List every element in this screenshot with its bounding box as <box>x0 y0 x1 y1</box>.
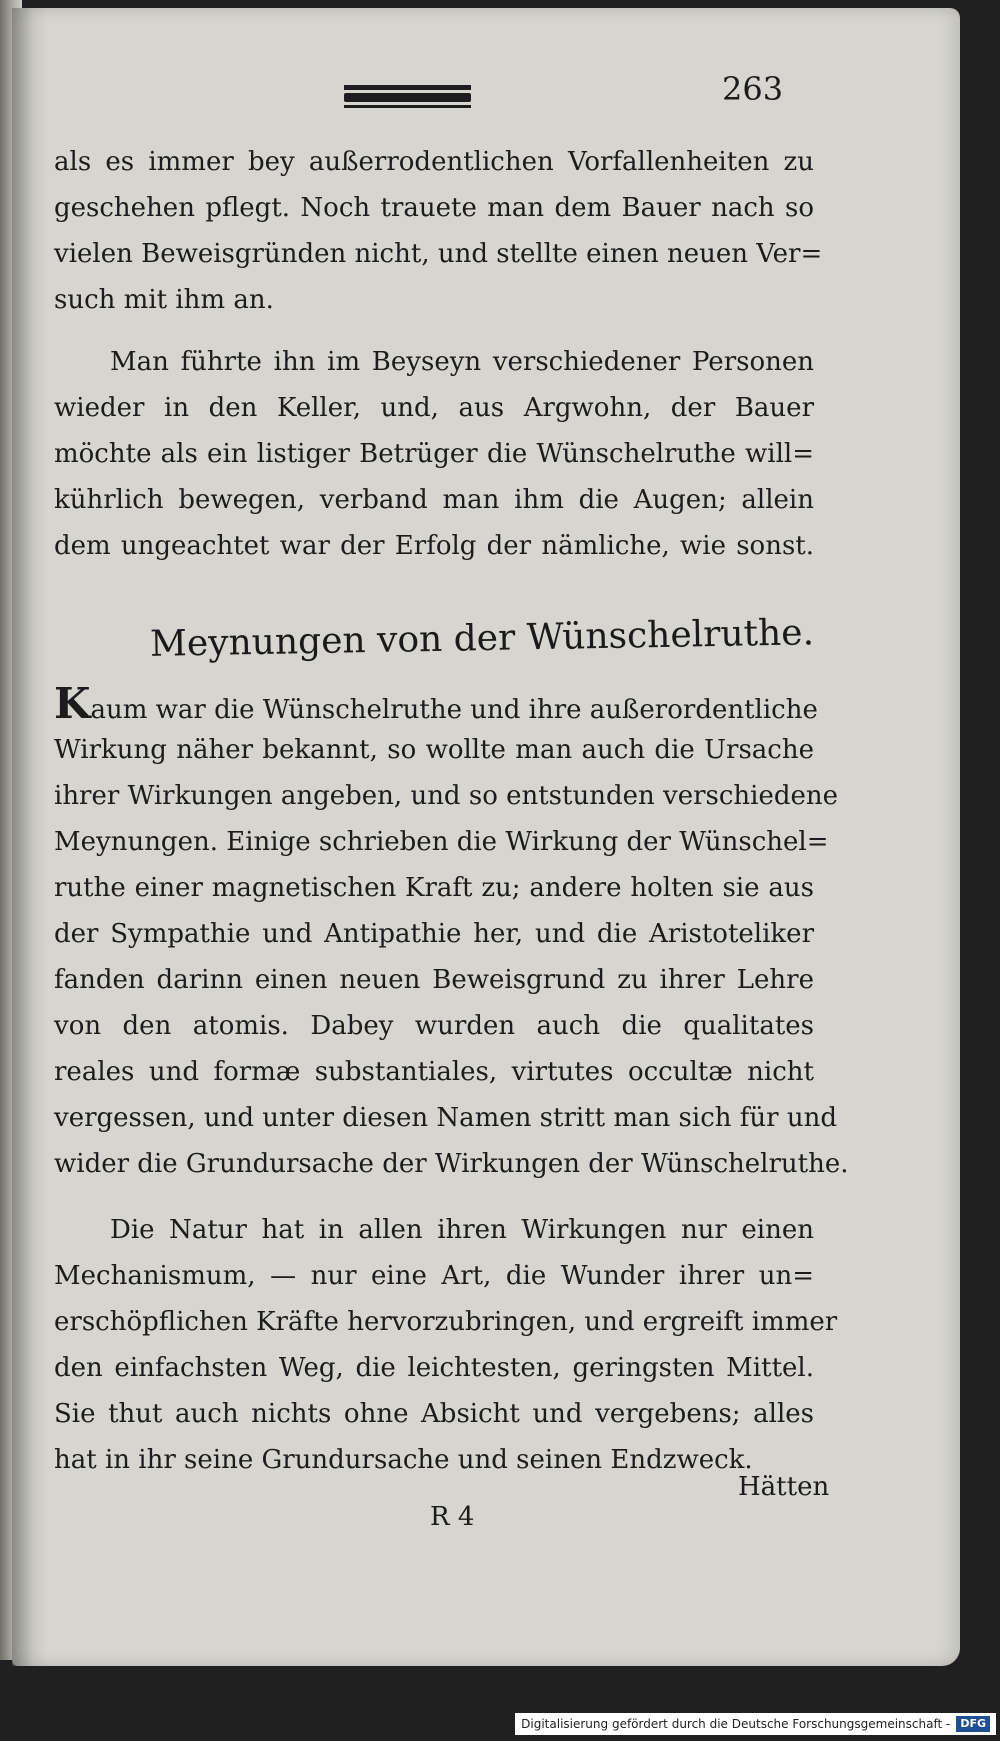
text-line: Mechanismum, — nur eine Art, die Wunder ihrer un= <box>54 1261 814 1291</box>
text-line: ruthe einer magnetischen Kraft zu; andere holten sie aus <box>54 873 814 903</box>
text-line: Meynungen. Einige schrieben die Wirkung der Wünschel= <box>54 827 829 857</box>
text-line: Wirkung näher bekannt, so wollte man auch die Ursache <box>54 735 814 765</box>
text-line: möchte als ein listiger Betrüger die Wünschelruthe will= <box>54 439 814 469</box>
text-line: fanden darinn einen neuen Beweisgrund zu ihrer Lehre <box>54 965 814 995</box>
text-line: Die Natur hat in allen ihren Wirkungen nur einen <box>110 1215 814 1245</box>
text-line-rest: aum war die Wünschelruthe und ihre außerordentliche <box>90 695 818 725</box>
text-line: wieder in den Keller, und, aus Argwohn, der Bauer <box>54 393 814 423</box>
dfg-logo-icon: DFG <box>956 1716 990 1732</box>
text-line <box>54 679 818 728</box>
text-line: geschehen pflegt. Noch trauete man dem Bauer nach so <box>54 193 814 223</box>
page-number: 263 <box>722 70 784 108</box>
digitization-footer <box>515 1713 996 1735</box>
text-line: reales und formæ substantiales, virtutes occultæ nicht <box>54 1057 814 1087</box>
header-ornament-rule <box>344 85 471 90</box>
text-line: dem ungeachtet war der Erfolg der nämliche, wie sonst. <box>54 531 814 561</box>
text-line: als es immer bey außerrodentlichen Vorfallenheiten zu <box>54 147 814 177</box>
text-line: der Sympathie und Antipathie her, und die Aristoteliker <box>54 919 814 949</box>
header-ornament-rule <box>344 105 471 108</box>
text-line: vergessen, und unter diesen Namen stritt man sich für und <box>54 1103 837 1133</box>
page-gutter <box>12 8 48 1666</box>
text-line: Sie thut auch nichts ohne Absicht und vergebens; alles <box>54 1399 814 1429</box>
signature-mark: R 4 <box>430 1502 475 1532</box>
header-ornament-rule <box>344 93 471 102</box>
text-line: vielen Beweisgründen nicht, und stellte einen neuen Ver= <box>54 239 823 269</box>
text-line: such mit ihm an. <box>54 285 274 315</box>
text-line: von den atomis. Dabey wurden auch die qualitates <box>54 1011 814 1041</box>
text-line: erschöpflichen Kräfte hervorzubringen, und ergreift immer <box>54 1307 838 1337</box>
section-heading: Meynungen von der Wünschelruthe. <box>149 612 815 665</box>
text-line: den einfachsten Weg, die leichtesten, geringsten Mittel. <box>54 1353 814 1383</box>
text-line: wider die Grundursache der Wirkungen der Wünschelruthe. <box>54 1149 849 1179</box>
catchword: Hätten <box>738 1472 830 1502</box>
footer-text: Digitalisierung gefördert durch die Deutsche Forschungsgemeinschaft - <box>521 1717 951 1731</box>
text-line: kührlich bewegen, verband man ihm die Augen; allein <box>54 485 814 515</box>
text-line: hat in ihr seine Grundursache und seinen Endzweck. <box>54 1445 753 1475</box>
initial-letter: K <box>54 679 91 728</box>
text-line: ihrer Wirkungen angeben, und so entstunden verschiedene <box>54 781 839 811</box>
text-line: Man führte ihn im Beyseyn verschiedener Personen <box>110 347 814 377</box>
